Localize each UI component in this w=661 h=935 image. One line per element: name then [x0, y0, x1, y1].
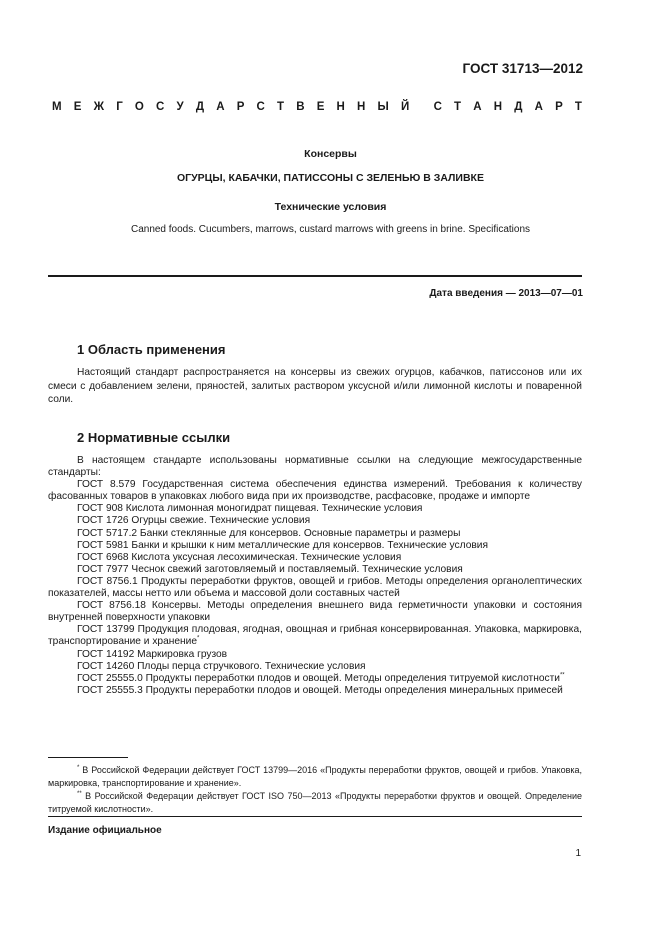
heading-letter: М	[52, 101, 62, 113]
reference-item: ГОСТ 5717.2 Банки стеклянные для консервов. Основные параметры и размеры	[77, 527, 461, 539]
reference-item: ГОСТ 14260 Плоды перца стручкового. Технические условия	[77, 660, 366, 672]
heading-letter: Й	[400, 101, 410, 113]
heading-letter: Т	[277, 101, 285, 113]
heading-letter: Ы	[377, 101, 389, 113]
reference-item: ГОСТ 25555.0 Продукты переработки плодов и овощей. Методы определения титруемой кислотности**	[77, 672, 565, 684]
document-title: ОГУРЦЫ, КАБАЧКИ, ПАТИССОНЫ С ЗЕЛЕНЬЮ В ЗАЛИВКЕ	[177, 172, 484, 184]
reference-item: ГОСТ 8.579 Государственная система обеспечения единства измерений. Требования к количеству фасованных товаров в упаковках любого вида при их производстве, расфасовке, продаже и импорте	[48, 479, 582, 503]
heading-letter: Н	[357, 101, 366, 113]
heading-letter: С	[256, 101, 265, 113]
reference-item: ГОСТ 14192 Маркировка грузов	[77, 648, 228, 660]
heading-letter: В	[296, 101, 305, 113]
document-code: ГОСТ 31713—2012	[462, 61, 583, 76]
heading-letter: Т	[574, 101, 582, 113]
heading-letter: Т	[454, 101, 462, 113]
heading-letter: Д	[514, 101, 523, 113]
heading-letter: Е	[73, 101, 82, 113]
heading-letter: А	[473, 101, 482, 113]
reference-item: ГОСТ 1726 Огурцы свежие. Технические условия	[77, 515, 311, 527]
reference-item: ГОСТ 8756.18 Консервы. Методы определения внешнего вида герметичности упаковки и состояния внутренней поверхности упаковки	[48, 600, 582, 624]
section-2-heading: 2 Нормативные ссылки	[77, 430, 231, 445]
heading-letter: С	[433, 101, 442, 113]
heading-letter: А	[216, 101, 225, 113]
heading-letter: А	[534, 101, 543, 113]
paragraph: Настоящий стандарт распространяется на консервы из свежих огурцов, кабачков, патиссонов или их смеси с добавлением зелени, пряностей, залитых раствором уксусной и/или лимонной кислоты и поваренной соли.	[48, 367, 582, 406]
reference-item: ГОСТ 7977 Чеснок свежий заготовляемый и поставляемый. Технические условия	[77, 563, 463, 575]
footnote-divider	[48, 757, 128, 758]
reference-item: ГОСТ 8756.1 Продукты переработки фруктов, овощей и грибов. Методы определения органолептических показателей, массы нетто или объема и массовой доли составных частей	[48, 575, 582, 600]
references-intro: В настоящем стандарте использованы нормативные ссылки на следующие межгосударственные стандарты:	[48, 455, 582, 479]
official-edition-label: Издание официальное	[48, 825, 162, 836]
heading-letter: Р	[555, 101, 563, 113]
heading-letter: Р	[236, 101, 245, 113]
heading-letter: Н	[336, 101, 345, 113]
page-number: 1	[575, 848, 581, 859]
introduction-date: Дата введения — 2013—07—01	[429, 288, 583, 299]
heading-letter: О	[134, 101, 144, 113]
footnote: * В Российской Федерации действует ГОСТ 13799—2016 «Продукты переработки фруктов, овощей и грибов. Упаковка, маркировка, транспортирование и хранение».	[48, 765, 582, 788]
heading-letter: Г	[116, 101, 123, 113]
heading-letter: Н	[493, 101, 503, 113]
reference-item: ГОСТ 25555.3 Продукты переработки плодов и овощей. Методы определения минеральных примесей	[77, 684, 563, 696]
heading-letter: У	[176, 101, 184, 113]
reference-item: ГОСТ 5981 Банки и крышки к ним металлические для консервов. Технические условия	[77, 539, 488, 551]
section-1-text	[48, 366, 582, 407]
document-subtitle: Технические условия	[274, 201, 387, 213]
interstate-standard-heading	[52, 101, 582, 113]
document-category: Консервы	[304, 148, 357, 160]
section-1-heading: 1 Область применения	[77, 342, 226, 357]
divider	[48, 275, 582, 277]
heading-letter: Д	[195, 101, 205, 113]
heading-letter: С	[156, 101, 165, 113]
footnotes	[48, 764, 582, 816]
footnote: ** В Российской Федерации действует ГОСТ ISO 750—2013 «Продукты переработки фруктов и овощей. Определение титруемой кислотности».	[48, 791, 582, 814]
reference-item: ГОСТ 6968 Кислота уксусная лесохимическая. Технические условия	[77, 551, 402, 563]
reference-item: ГОСТ 908 Кислота лимонная моногидрат пищевая. Технические условия	[77, 503, 423, 515]
normative-references	[48, 455, 582, 697]
heading-letter: Е	[316, 101, 325, 113]
reference-item: ГОСТ 13799 Продукция плодовая, ягодная, овощная и грибная консервированная. Упаковка, маркировка, транспортирование и хранение*	[48, 624, 582, 648]
divider	[48, 816, 582, 817]
heading-letter: Ж	[93, 101, 105, 113]
english-title: Canned foods. Cucumbers, marrows, custard marrows with greens in brine. Specifications	[130, 224, 531, 235]
